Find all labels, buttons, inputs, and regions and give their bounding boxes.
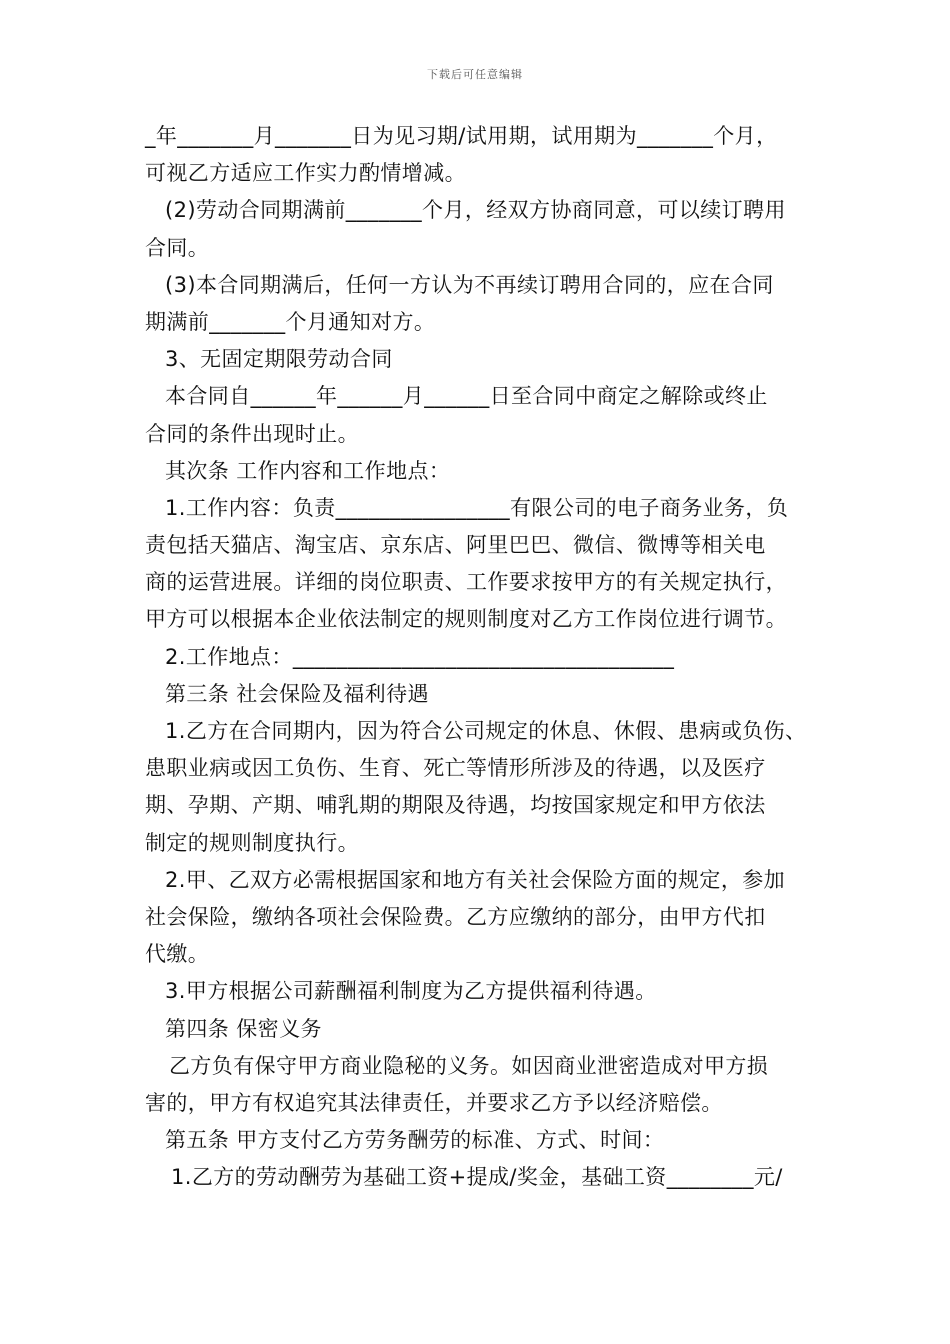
paragraph-line: 可视乙方适应工作实力酌情增减。 xyxy=(145,161,466,186)
paragraph-line: 社会保险，缴纳各项社会保险费。乙方应缴纳的部分，由甲方代扣 xyxy=(145,904,766,929)
article-heading: 第四条 保密义务 xyxy=(165,1016,322,1041)
paragraph-line: 本合同自______年______月______日至合同中商定之解除或终止 xyxy=(165,384,768,409)
article-heading: 第三条 社会保险及福利待遇 xyxy=(165,681,429,706)
section-heading: 3、无固定期限劳动合同 xyxy=(165,347,393,372)
paragraph-line: 甲方可以根据本企业依法制定的规则制度对乙方工作岗位进行调节。 xyxy=(145,607,787,632)
paragraph-line: 患职业病或因工负伤、生育、死亡等情形所涉及的待遇，以及医疗 xyxy=(145,756,766,781)
article-heading: 第五条 甲方支付乙方劳务酬劳的标准、方式、时间： xyxy=(165,1128,665,1153)
paragraph-line: (2)劳动合同期满前_______个月，经双方协商同意，可以续订聘用 xyxy=(165,198,786,223)
paragraph-line: 期满前_______个月通知对方。 xyxy=(145,309,436,334)
document-body xyxy=(145,118,810,1196)
paragraph-line: (3)本合同期满后，任何一方认为不再续订聘用合同的，应在合同 xyxy=(165,272,774,297)
paragraph-line: 商的运营进展。详细的岗位职责、工作要求按甲方的有关规定执行， xyxy=(145,570,787,595)
paragraph-line: 乙方负有保守甲方商业隐秘的义务。如因商业泄密造成对甲方损 xyxy=(169,1053,769,1078)
paragraph-line: 制定的规则制度执行。 xyxy=(145,830,359,855)
paragraph-line: 害的，甲方有权追究其法律责任，并要求乙方予以经济赔偿。 xyxy=(145,1090,723,1115)
paragraph-line: 期、孕期、产期、哺乳期的期限及待遇，均按国家规定和甲方依法 xyxy=(145,793,766,818)
paragraph-line: 1.工作内容：负责________________有限公司的电子商务业务，负 xyxy=(165,495,789,520)
paragraph-line: _年_______月_______日为见习期/试用期，试用期为_______个月， xyxy=(145,124,778,148)
article-heading: 其次条 工作内容和工作地点： xyxy=(165,458,451,483)
paragraph-line: 3.甲方根据公司薪酬福利制度为乙方提供福利待遇。 xyxy=(165,979,657,1004)
paragraph-line: 2.甲、乙双方必需根据国家和地方有关社会保险方面的规定，参加 xyxy=(165,867,786,892)
paragraph-line: 合同的条件出现时止。 xyxy=(145,421,359,446)
paragraph-line: 责包括天猫店、淘宝店、京东店、阿里巴巴、微信、微博等相关电 xyxy=(145,533,766,558)
paragraph-line: 代缴。 xyxy=(145,942,210,967)
paragraph-line: 1.乙方的劳动酬劳为基础工资+提成/奖金，基础工资________元/ xyxy=(171,1165,783,1190)
paragraph-line: 合同。 xyxy=(145,235,210,260)
paragraph-line: 2.工作地点：___________________________________ xyxy=(165,644,675,669)
paragraph-line: 1.乙方在合同期内，因为符合公司规定的休息、休假、患病或负伤、 xyxy=(165,719,807,743)
page-header: 下载后可任意编辑 xyxy=(427,68,523,81)
